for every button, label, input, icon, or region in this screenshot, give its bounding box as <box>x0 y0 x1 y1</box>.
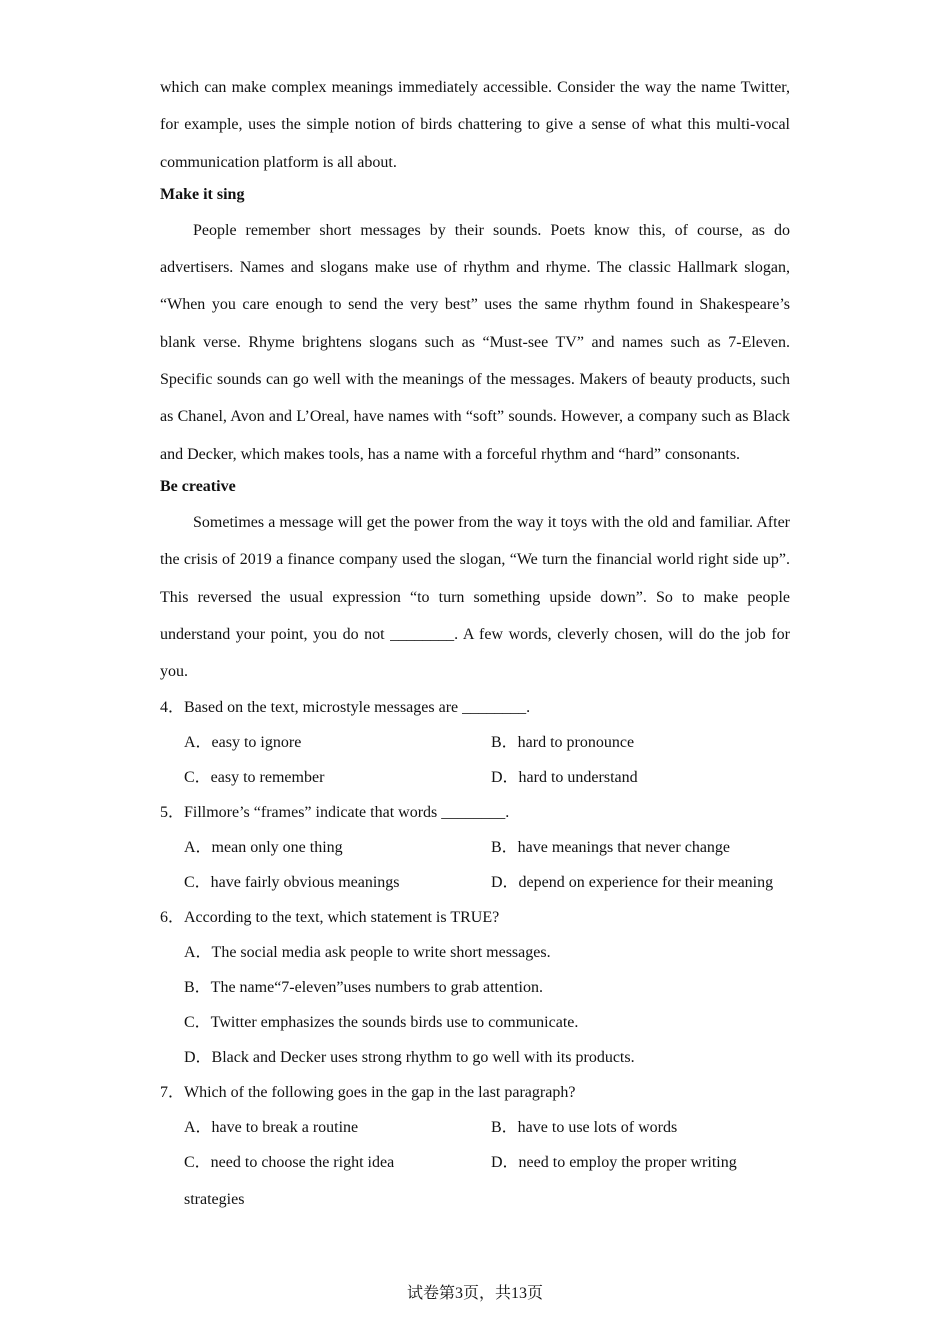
option-grid <box>184 830 790 900</box>
question-stem: 6．According to the text, which statement is TRUE? <box>160 909 500 927</box>
option-a: A．easy to ignore <box>184 734 302 752</box>
exam-page <box>160 69 790 1220</box>
question-7 <box>160 1075 790 1220</box>
question-stem: 7．Which of the following goes in the gap in the last paragraph? <box>160 1084 576 1102</box>
page-footer: 试卷第3页，共13页 <box>406 1285 543 1302</box>
section-heading-make-it-sing: Make it sing <box>160 185 245 203</box>
option-b: B．have to use lots of words <box>491 1119 678 1137</box>
option-d-continuation: strategies <box>184 1191 245 1209</box>
option-b: B．have meanings that never change <box>491 839 731 857</box>
option-a: A．have to break a routine <box>184 1119 359 1137</box>
question-stem: 4．Based on the text, microstyle messages are ________. <box>160 699 531 717</box>
option-c: C．need to choose the right idea <box>184 1154 395 1172</box>
passage-intro-paragraph: which can make complex meanings immediately accessible. Consider the way the name Twitter, for example, uses the simple notion of birds chattering to give a sense of what this multi-vocal communication platform is all about. <box>160 79 790 171</box>
question-4 <box>160 690 790 795</box>
option-d: D．need to employ the proper writing <box>491 1154 737 1172</box>
question-6 <box>160 900 790 1075</box>
option-b: B．hard to pronounce <box>491 734 635 752</box>
option-c: C．easy to remember <box>184 769 325 787</box>
option-a: A．mean only one thing <box>184 839 343 857</box>
option-grid <box>184 1110 790 1180</box>
option-c: C．Twitter emphasizes the sounds birds use to communicate. <box>184 1014 579 1032</box>
question-5 <box>160 795 790 900</box>
option-c: C．have fairly obvious meanings <box>184 874 400 892</box>
section-body-be-creative: Sometimes a message will get the power from the way it toys with the old and familiar. After the crisis of 2019 a finance company used the slogan, “We turn the financial world right side up”. This reversed the usual expression “to turn something upside down”. So to make people understand your point, you do not ________. A few words, cleverly chosen, will do the job for you. <box>160 513 790 681</box>
option-grid <box>184 725 790 795</box>
question-stem: 5．Fillmore’s “frames” indicate that words ________. <box>160 804 510 822</box>
section-body-make-it-sing: People remember short messages by their sounds. Poets know this, of course, as do advertisers. Names and slogans make use of rhythm and rhyme. The classic Hallmark slogan, “When you care enough to send the very best” uses the same rhythm found in Shakespeare’s blank verse. Rhyme brightens slogans such as “Must-see TV” and names such as 7-Eleven. Specific sounds can go well with the meanings of the messages. Makers of beauty products, such as Chanel, Avon and L’Oreal, have names with “soft” sounds. However, a company such as Black and Decker, which makes tools, has a name with a forceful rhythm and “hard” consonants. <box>160 221 790 463</box>
option-d: D．depend on experience for their meaning <box>491 874 774 892</box>
option-d: D．hard to understand <box>491 769 638 787</box>
option-b: B．The name“7-eleven”uses numbers to grab attention. <box>184 979 543 997</box>
option-a: A．The social media ask people to write short messages. <box>184 944 551 962</box>
section-heading-be-creative: Be creative <box>160 477 236 495</box>
option-d: D．Black and Decker uses strong rhythm to go well with its products. <box>184 1049 635 1067</box>
